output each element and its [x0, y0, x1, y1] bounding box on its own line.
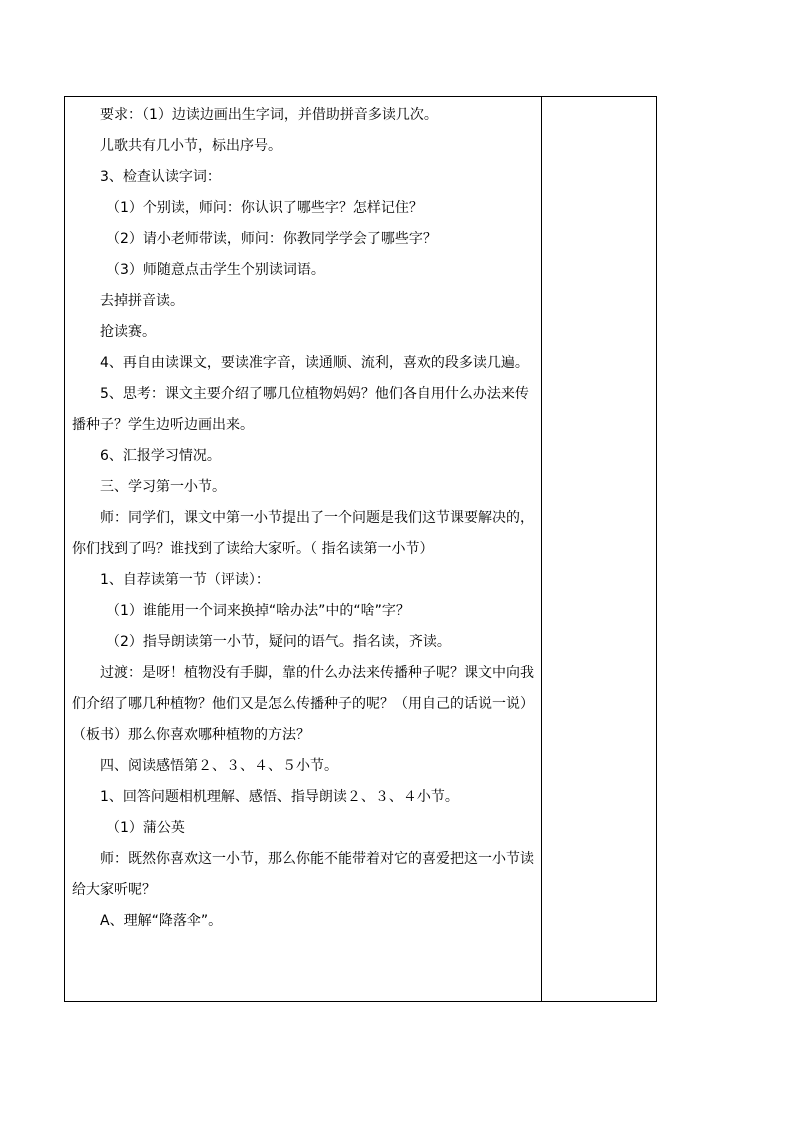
- paragraph: （2）指导朗读第一小节，疑问的语气。指名读，齐读。: [106, 634, 451, 650]
- paragraph: 3、检查认读字词：: [100, 169, 221, 185]
- notes-cell: [542, 97, 657, 1002]
- paragraph: 1、自荐读第一节（评读）：: [100, 572, 270, 588]
- paragraph: （3）师随意点击学生个别读词语。: [106, 262, 325, 278]
- paragraph: 儿歌共有几小节，标出序号。: [100, 138, 282, 154]
- paragraph: 三、学习第一小节。: [100, 479, 226, 495]
- lesson-content-cell: [65, 97, 542, 1002]
- lesson-content: [65, 97, 541, 937]
- paragraph: 要求：（1）边读边画出生字词，并借助拼音多读几次。: [100, 107, 438, 123]
- table-row: [65, 97, 657, 1002]
- paragraph: （1）蒲公英: [106, 820, 185, 836]
- paragraph: 四、阅读感悟第２、３、４、５小节。: [100, 758, 338, 774]
- paragraph: （1）谁能用一个词来换掉“啥办法”中的“啥”字？: [106, 603, 410, 619]
- paragraph: 5、思考：课文主要介绍了哪几位植物妈妈？他们各自用什么办法来传播种子？学生边听边画出来。: [72, 386, 529, 433]
- paragraph: 去掉拼音读。: [100, 293, 184, 309]
- lesson-plan-table: [64, 96, 657, 1002]
- paragraph: （2）请小老师带读，师问：你教同学学会了哪些字？: [106, 231, 437, 247]
- paragraph: 1、回答问题相机理解、感悟、指导朗读２、３、４小节。: [100, 789, 459, 805]
- paragraph: 6、汇报学习情况。: [100, 448, 221, 464]
- paragraph: 师：同学们，课文中第一小节提出了一个问题是我们这节课要解决的，你们找到了吗？谁找到了读给大家听。（ 指名读第一小节）: [72, 510, 534, 557]
- paragraph: 过渡：是呀！植物没有手脚，靠的什么办法来传播种子呢？课文中向我们介绍了哪几种植物？他们又是怎么传播种子的呢？（用自己的话说一说）（板书）那么你喜欢哪种植物的方法？: [72, 665, 534, 743]
- paragraph: 师：既然你喜欢这一小节，那么你能不能带着对它的喜爱把这一小节读给大家听呢？: [72, 851, 534, 898]
- paragraph: 抢读赛。: [100, 324, 156, 340]
- paragraph: 4、再自由读课文，要读准字音，读通顺、流利，喜欢的段多读几遍。: [100, 355, 529, 371]
- paragraph: （1）个别读，师问：你认识了哪些字？怎样记住？: [106, 200, 423, 216]
- paragraph: A、理解“降落伞”。: [100, 913, 223, 929]
